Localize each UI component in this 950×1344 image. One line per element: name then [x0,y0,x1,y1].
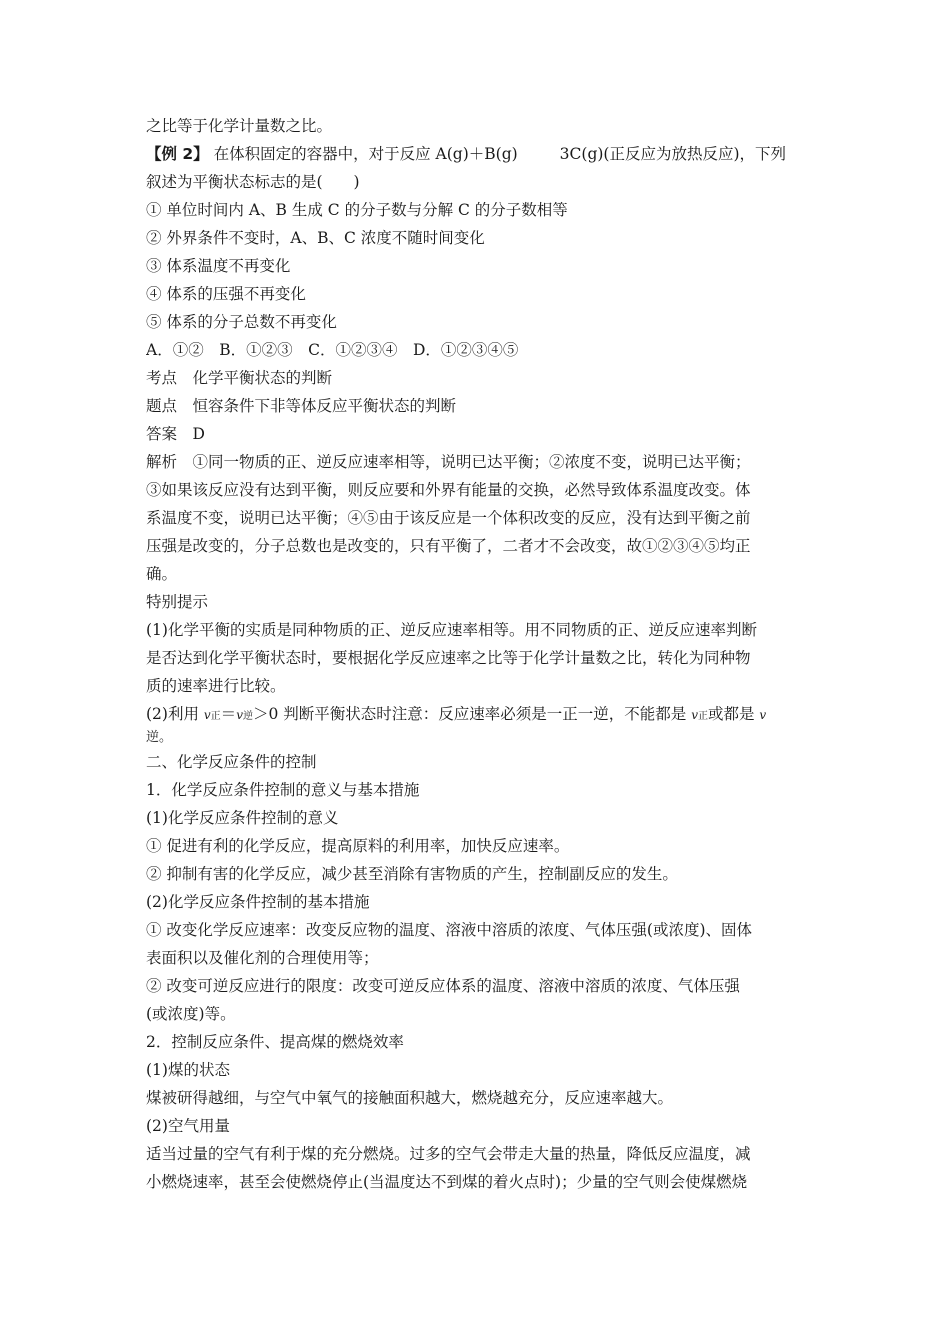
option-line: ⑤ 体系的分子总数不再变化 [146,313,337,331]
analysis-line: 系温度不变，说明已达平衡；④⑤由于该反应是一个体积改变的反应，没有达到平衡之前 [146,509,751,527]
v-symbol: v [203,708,211,722]
example-2-heading-line [146,140,810,168]
v-symbol: v [236,708,243,722]
v-subscript: 正 [697,711,708,722]
choices-line: A．①② B．①②③ C．①②③④ D．①②③④⑤ [146,341,519,359]
text-line: (2)化学反应条件控制的基本措施 [146,893,370,911]
document-page [146,112,810,1196]
analysis-line: 解析 ①同一物质的正、逆反应速率相等，说明已达平衡；②浓度不变，说明已达平衡； [146,453,751,471]
text-line: 叙述为平衡状态标志的是( ) [146,173,360,191]
text-line: ② 改变可逆反应进行的限度：改变可逆反应体系的温度、溶液中溶质的浓度、气体压强 [146,977,740,995]
answer-line: 答案 D [146,425,205,443]
v-subscript: 逆 [242,711,253,722]
subsection-heading: 1．化学反应条件控制的意义与基本措施 [146,781,420,799]
tip-2-text: (2)利用 [146,705,204,723]
kaodian-line: 考点 化学平衡状态的判断 [146,369,333,387]
subsection-heading: 2．控制反应条件、提高煤的燃烧效率 [146,1033,404,1051]
option-line: ③ 体系温度不再变化 [146,257,291,275]
tip-2-text: ＝ [220,705,237,723]
text-line: ① 改变化学反应速率：改变反应物的温度、溶液中溶质的浓度、气体压强(或浓度)、固体 [146,921,753,939]
text-line: 之比等于化学计量数之比。 [146,117,333,135]
tip-line: 是否达到化学平衡状态时，要根据化学反应速率之比等于化学计量数之比，转化为同种物 [146,649,751,667]
tip-2-continuation: 逆。 [146,730,173,745]
analysis-line: ③如果该反应没有达到平衡，则反应要和外界有能量的交换，必然导致体系温度改变。体 [146,481,751,499]
v-subscript: 正 [210,711,221,722]
section-heading: 二、化学反应条件的控制 [146,753,317,771]
text-line: (1)煤的状态 [146,1061,230,1079]
text-line: 适当过量的空气有利于煤的充分燃烧。过多的空气会带走大量的热量，降低反应温度，减 [146,1145,751,1163]
option-line: ① 单位时间内 A、B 生成 C 的分子数与分解 C 的分子数相等 [146,201,568,219]
reaction-text-end: 3C(g)(正反应为放热反应)，下列 [559,145,787,163]
tip-2-text: 或都是 [707,705,760,723]
tip-2-text: ＞0 判断平衡状态时注意：反应速率必须是一正一逆，不能都是 [252,705,692,723]
tip-heading: 特别提示 [146,593,209,611]
text-line: (1)化学反应条件控制的意义 [146,809,339,827]
example-label: 【例 2】 [146,145,209,163]
v-symbol: v [691,708,698,722]
text-line: (2)空气用量 [146,1117,230,1135]
analysis-line: 确。 [146,565,178,583]
text-line: ① 促进有利的化学反应，提高原料的利用率，加快反应速率。 [146,837,570,855]
option-line: ④ 体系的压强不再变化 [146,285,306,303]
analysis-line: 压强是改变的，分子总数也是改变的，只有平衡了，二者才不会改变，故①②③④⑤均正 [146,537,751,555]
text-line: 表面积以及催化剂的合理使用等； [146,949,379,967]
tip-line: (1)化学平衡的实质是同种物质的正、逆反应速率相等。用不同物质的正、逆反应速率判断 [146,621,757,639]
tip-line: 质的速率进行比较。 [146,677,286,695]
option-line: ② 外界条件不变时，A、B、C 浓度不随时间变化 [146,229,485,247]
reaction-text-start: 在体积固定的容器中，对于反应 A(g)＋B(g) [208,145,518,163]
tip-2-line [146,700,810,728]
text-line: 煤被研得越细，与空气中氧气的接触面积越大，燃烧越充分，反应速率越大。 [146,1089,674,1107]
v-symbol: v [759,708,767,722]
text-line: 小燃烧速率，甚至会使燃烧停止(当温度达不到煤的着火点时)；少量的空气则会使煤燃烧 [146,1173,748,1191]
tidian-line: 题点 恒容条件下非等体反应平衡状态的判断 [146,397,457,415]
text-line: (或浓度)等。 [146,1005,236,1023]
text-line: ② 抑制有害的化学反应，减少甚至消除有害物质的产生，控制副反应的发生。 [146,865,678,883]
